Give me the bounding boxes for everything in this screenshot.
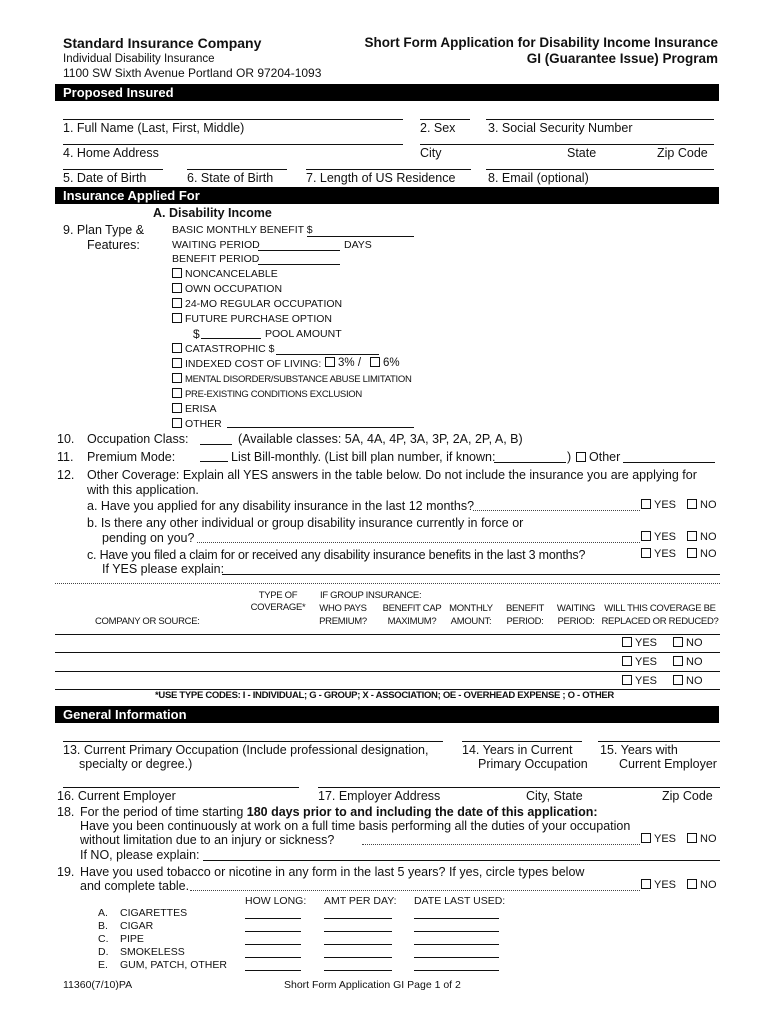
col-monthly-1: MONTHLY: [449, 603, 493, 614]
checkbox-icon[interactable]: [673, 637, 683, 647]
tobacco-letter: D.: [98, 946, 109, 958]
q17-label: 17. Employer Address: [318, 789, 441, 803]
premium-list-bill[interactable]: List Bill-monthly. (List bill plan number, if known:: [200, 450, 495, 464]
col-company: COMPANY OR SOURCE:: [95, 616, 200, 627]
type-codes-note: *USE TYPE CODES: I - INDIVIDUAL; G - GROUP; X - ASSOCIATION; OE - OVERHEAD EXPENSE ; O - OTHER: [155, 690, 614, 701]
q12-num: 12.: [57, 468, 75, 482]
tobacco-type[interactable]: SMOKELESS: [120, 946, 185, 958]
division: Individual Disability Insurance: [63, 53, 215, 65]
checkbox-icon[interactable]: [172, 268, 182, 278]
q13-line2: specialty or degree.): [79, 757, 193, 771]
premium-other[interactable]: Other: [576, 450, 620, 464]
primary-occupation-field[interactable]: [63, 741, 443, 742]
list-bill-number-field[interactable]: [494, 462, 566, 463]
how-long-field[interactable]: [245, 970, 301, 971]
checkbox-icon[interactable]: [687, 531, 697, 541]
col-monthly-2: AMOUNT:: [450, 616, 492, 627]
us-residence-label: 7. Length of US Residence: [306, 171, 456, 185]
opt-24mo-regular[interactable]: 24-MO REGULAR OCCUPATION: [172, 298, 342, 310]
q12b-yes[interactable]: YES: [641, 531, 676, 543]
tobacco-letter: A.: [98, 907, 108, 919]
date-field[interactable]: [414, 918, 499, 919]
row2-no[interactable]: NO: [673, 656, 703, 668]
q15-line1: 15. Years with: [600, 743, 678, 757]
email-field[interactable]: [486, 169, 714, 170]
q12-line2: with this application.: [87, 483, 199, 497]
q12a-text: a. Have you applied for any disability insurance in the last 12 months?: [87, 499, 475, 513]
date-field[interactable]: [414, 970, 499, 971]
dob-label: 5. Date of Birth: [63, 171, 147, 185]
tobacco-letter: C.: [98, 933, 109, 945]
years-employer-field[interactable]: [598, 741, 720, 742]
row1-yes[interactable]: YES: [622, 637, 657, 649]
pool-dollar: $: [193, 327, 200, 341]
q19-line2: and complete table.: [80, 879, 190, 893]
checkbox-icon[interactable]: [172, 313, 182, 323]
company-address: 1100 SW Sixth Avenue Portland OR 97204-1093: [63, 66, 322, 80]
table-header-rule: [55, 634, 720, 635]
checkbox-icon[interactable]: [200, 451, 228, 462]
col-type-2: COVERAGE*: [250, 602, 306, 613]
leader-dots: [362, 844, 640, 845]
zip-label: Zip Code: [657, 146, 708, 160]
checkbox-icon[interactable]: [622, 637, 632, 647]
opt-noncancelable[interactable]: NONCANCELABLE: [172, 268, 278, 280]
table-top-border: [55, 583, 720, 584]
waiting-period-label: WAITING PERIOD: [172, 239, 260, 251]
col-amt-per-day: AMT PER DAY:: [324, 895, 397, 907]
checkbox-icon[interactable]: [172, 298, 182, 308]
q16-label: 16. Current Employer: [57, 789, 176, 803]
section-insurance-applied: Insurance Applied For: [55, 187, 719, 204]
checkbox-icon[interactable]: [172, 403, 182, 413]
basic-benefit-field[interactable]: [307, 236, 414, 237]
q14-line1: 14. Years in Current: [462, 743, 573, 757]
col-cap-2: MAXIMUM?: [387, 616, 437, 627]
opt-indexed-col[interactable]: INDEXED COST OF LIVING:: [172, 358, 321, 370]
waiting-period-field[interactable]: [258, 250, 340, 251]
years-occupation-field[interactable]: [462, 741, 582, 742]
city-label: City: [420, 146, 442, 160]
checkbox-icon[interactable]: [172, 418, 182, 428]
checkbox-icon[interactable]: [172, 358, 182, 368]
tobacco-letter: E.: [98, 959, 108, 971]
amt-field[interactable]: [324, 957, 392, 958]
state-of-birth-field[interactable]: [187, 169, 287, 170]
col-group-head: IF GROUP INSURANCE:: [320, 590, 422, 601]
checkbox-icon[interactable]: [370, 357, 380, 367]
checkbox-icon[interactable]: [576, 452, 586, 462]
col-type-1: TYPE OF: [258, 590, 298, 601]
q18-line1: For the period of time starting 180 days prior to and including the date of this application:: [80, 805, 598, 819]
other-field[interactable]: [227, 427, 414, 428]
current-employer-field[interactable]: [63, 787, 299, 788]
disability-income-subhead: A. Disability Income: [153, 206, 272, 220]
sex-label: 2. Sex: [420, 121, 456, 135]
tobacco-type[interactable]: CIGAR: [120, 920, 154, 932]
premium-other-field[interactable]: [623, 462, 715, 463]
tobacco-letter: B.: [98, 920, 108, 932]
q19-num: 19.: [57, 865, 75, 879]
checkbox-icon[interactable]: [172, 373, 182, 383]
plan-type-label: 9. Plan Type &: [63, 223, 145, 237]
checkbox-icon[interactable]: [687, 879, 697, 889]
company-name: Standard Insurance Company: [63, 35, 262, 51]
q11-label: Premium Mode:: [87, 450, 176, 464]
q11-num: 11.: [57, 450, 74, 464]
row3-no[interactable]: NO: [673, 675, 703, 687]
employer-address-field[interactable]: [318, 787, 720, 788]
q12c-no[interactable]: NO: [687, 548, 717, 560]
col-benefit-2: PERIOD:: [506, 616, 544, 627]
amt-field[interactable]: [324, 918, 392, 919]
q18-explain-label: If NO, please explain:: [80, 848, 200, 862]
col-benefit-1: BENEFIT: [505, 603, 544, 614]
home-address-field[interactable]: [63, 144, 403, 145]
ssn-label: 3. Social Security Number: [488, 121, 633, 135]
q18-no[interactable]: NO: [687, 833, 717, 845]
q18-num: 18.: [57, 805, 75, 819]
checkbox-icon[interactable]: [687, 833, 697, 843]
checkbox-icon[interactable]: [172, 283, 182, 293]
q14-line2: Primary Occupation: [478, 757, 588, 771]
employer-zip-label: Zip Code: [662, 789, 713, 803]
ssn-field[interactable]: [486, 119, 714, 120]
leader-dots: [197, 542, 640, 543]
date-field[interactable]: [414, 957, 499, 958]
checkbox-icon[interactable]: [673, 675, 683, 685]
q18-line3: without limitation due to an injury or sickness?: [80, 833, 335, 847]
tobacco-type[interactable]: CIGARETTES: [120, 907, 188, 919]
q19-yes[interactable]: YES: [641, 879, 676, 891]
occupation-class-field[interactable]: [200, 444, 232, 445]
q13-line1: 13. Current Primary Occupation (Include professional designation,: [63, 743, 429, 757]
checkbox-icon[interactable]: [622, 675, 632, 685]
row1-no[interactable]: NO: [673, 637, 703, 649]
state-label: State: [567, 146, 597, 160]
how-long-field[interactable]: [245, 931, 301, 932]
amt-field[interactable]: [324, 970, 392, 971]
form-number: 11360(7/10)PA: [63, 979, 133, 991]
how-long-field[interactable]: [245, 944, 301, 945]
row-divider: [55, 652, 720, 653]
basic-benefit-label: BASIC MONTHLY BENEFIT $: [172, 224, 313, 236]
indexed-3pct[interactable]: 3% /: [325, 357, 361, 369]
q12b-text2: pending on you?: [102, 531, 195, 545]
q12c-yes[interactable]: YES: [641, 548, 676, 560]
leader-dots: [190, 890, 640, 891]
indexed-6pct[interactable]: 6%: [370, 357, 400, 369]
us-residence-field[interactable]: [306, 169, 471, 170]
form-subtitle: GI (Guarantee Issue) Program: [526, 51, 718, 66]
checkbox-icon[interactable]: [622, 656, 632, 666]
tobacco-type[interactable]: GUM, PATCH, OTHER: [120, 959, 227, 971]
tobacco-type[interactable]: PIPE: [120, 933, 144, 945]
city-state-label: City, State: [526, 789, 583, 803]
pool-amount-field[interactable]: [201, 338, 261, 339]
opt-mental-disorder[interactable]: MENTAL DISORDER/SUBSTANCE ABUSE LIMITATION: [172, 373, 412, 385]
benefit-period-label: BENEFIT PERIOD: [172, 253, 260, 265]
opt-preexisting[interactable]: PRE-EXISTING CONDITIONS EXCLUSION: [172, 388, 362, 400]
amt-field[interactable]: [324, 931, 392, 932]
q12-explain-label: If YES please explain:: [102, 562, 225, 576]
q10-num: 10.: [57, 432, 75, 446]
section-general-info: General Information: [55, 706, 719, 723]
checkbox-icon[interactable]: [172, 388, 182, 398]
col-cap-1: BENEFIT CAP: [382, 603, 442, 614]
form-title: Short Form Application for Disability Income Insurance: [364, 35, 718, 50]
date-field[interactable]: [414, 944, 499, 945]
col-how-long: HOW LONG:: [245, 895, 307, 907]
q18-explain-field[interactable]: [203, 860, 720, 861]
full-name-field[interactable]: [63, 119, 403, 120]
row-divider: [55, 671, 720, 672]
full-name-label: 1. Full Name (Last, First, Middle): [63, 121, 245, 135]
email-label: 8. Email (optional): [488, 171, 589, 185]
q11-close: ): [567, 450, 572, 464]
days-label: DAYS: [344, 239, 372, 251]
how-long-field[interactable]: [245, 918, 301, 919]
q12b-text1: b. Is there any other individual or group disability insurance currently in force or: [87, 516, 524, 530]
col-waiting-1: WAITING: [556, 603, 596, 614]
checkbox-icon[interactable]: [172, 343, 182, 353]
opt-erisa[interactable]: ERISA: [172, 403, 217, 415]
q19-line1: Have you used tobacco or nicotine in any form in the last 5 years? If yes, circle types below: [80, 865, 585, 879]
q10-classes: (Available classes: 5A, 4A, 4P, 3A, 3P, 2A, 2P, A, B): [238, 432, 523, 446]
col-replaced-1: WILL THIS COVERAGE BE: [604, 603, 716, 614]
benefit-period-field[interactable]: [258, 264, 340, 265]
features-label: Features:: [87, 238, 140, 252]
checkbox-icon[interactable]: [687, 499, 697, 509]
dob-field[interactable]: [63, 169, 163, 170]
q15-line2: Current Employer: [619, 757, 717, 771]
opt-catastrophic[interactable]: CATASTROPHIC $: [172, 343, 274, 355]
checkbox-icon[interactable]: [687, 548, 697, 558]
home-address-label: 4. Home Address: [63, 146, 159, 160]
q10-label: Occupation Class:: [87, 432, 189, 446]
q12c-text: c. Have you filed a claim for or received any disability insurance benefits in the last 3 months?: [87, 548, 586, 562]
col-waiting-2: PERIOD:: [557, 616, 595, 627]
col-date-last-used: DATE LAST USED:: [414, 895, 506, 907]
opt-other[interactable]: OTHER: [172, 418, 222, 430]
state-of-birth-label: 6. State of Birth: [187, 171, 274, 185]
row3-yes[interactable]: YES: [622, 675, 657, 687]
q18-yes[interactable]: YES: [641, 833, 676, 845]
col-who-2: PREMIUM?: [319, 616, 367, 627]
checkbox-icon[interactable]: [641, 531, 651, 541]
q19-no[interactable]: NO: [687, 879, 717, 891]
q12-explain-field[interactable]: [222, 574, 720, 575]
city-state-zip-field[interactable]: [420, 144, 714, 145]
page-footer: Short Form Application GI Page 1 of 2: [284, 979, 461, 991]
q12b-no[interactable]: NO: [687, 531, 717, 543]
checkbox-icon[interactable]: [641, 548, 651, 558]
q18-line2: Have you been continuously at work on a full time basis performing all the duties of your occupation: [80, 819, 631, 833]
row2-yes[interactable]: YES: [622, 656, 657, 668]
catastrophic-field[interactable]: [276, 354, 379, 355]
section-proposed-insured: Proposed Insured: [55, 84, 719, 101]
checkbox-icon[interactable]: [641, 499, 651, 509]
checkbox-icon[interactable]: [325, 357, 335, 367]
date-field[interactable]: [414, 931, 499, 932]
q12a-no[interactable]: NO: [687, 499, 717, 511]
leader-dots: [473, 510, 640, 511]
col-who-1: WHO PAYS: [319, 603, 367, 614]
q12-line1: Other Coverage: Explain all YES answers in the table below. Do not include the insurance you are applying for: [87, 468, 697, 482]
checkbox-icon[interactable]: [673, 656, 683, 666]
amt-field[interactable]: [324, 944, 392, 945]
opt-future-purchase[interactable]: FUTURE PURCHASE OPTION: [172, 313, 332, 325]
pool-amount-label: POOL AMOUNT: [265, 328, 342, 340]
how-long-field[interactable]: [245, 957, 301, 958]
checkbox-icon[interactable]: [641, 879, 651, 889]
sex-field[interactable]: [420, 119, 470, 120]
col-replaced-2: REPLACED OR REDUCED?: [601, 616, 719, 627]
opt-own-occupation[interactable]: OWN OCCUPATION: [172, 283, 282, 295]
q12a-yes[interactable]: YES: [641, 499, 676, 511]
checkbox-icon[interactable]: [641, 833, 651, 843]
